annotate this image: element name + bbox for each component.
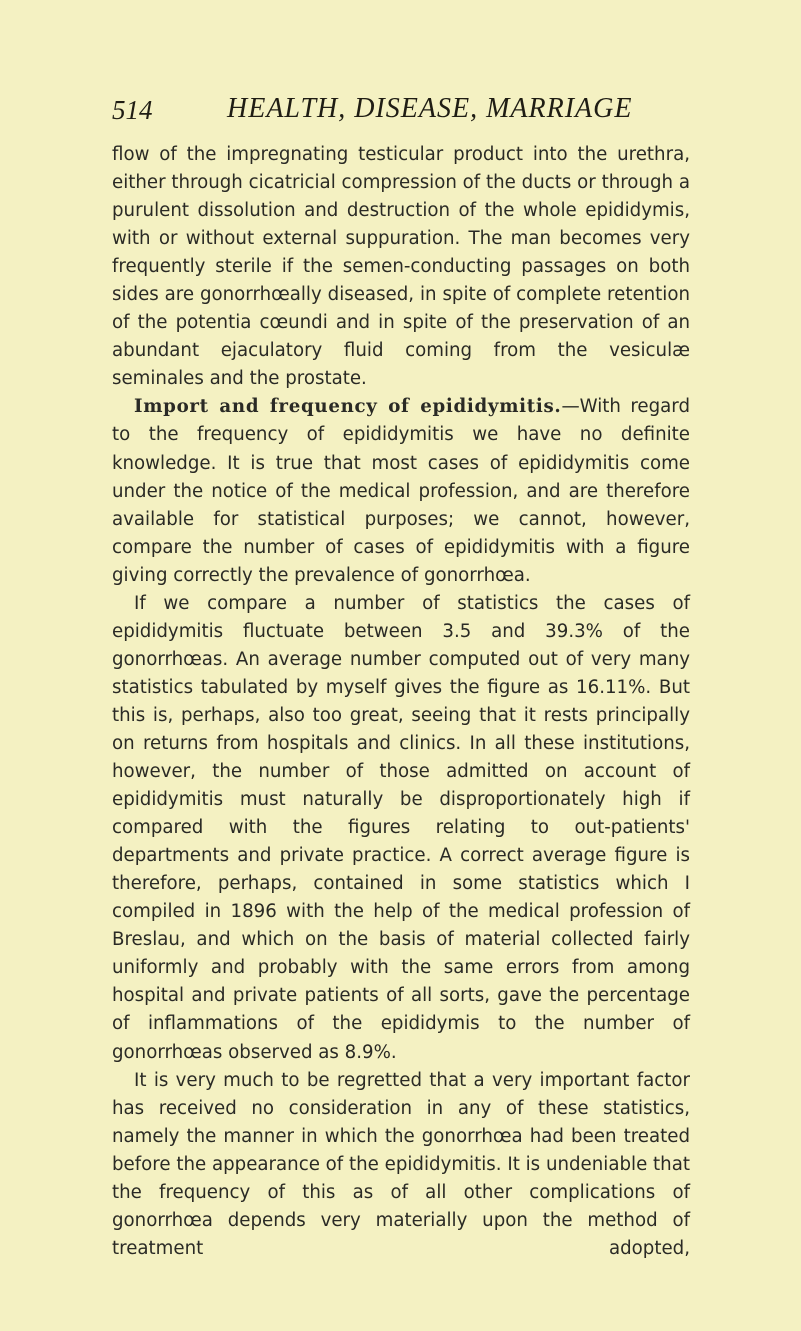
paragraph-treatment: It is very much to be regretted that a very important factor has received no consideration in any of these statistics, namely the manner in which the gonorrhœa had been treated before the appearance of the epididymitis. It is undeniable that the frequency of this as of all other complications of gonorrhœa depends very materially upon the method of treatment adopted, xyxy=(112,1069,690,1259)
paragraph-statistics: If we compare a number of statistics the cases of epididymitis fluctuate between 3.5 and 39.3% of the gonorrhœas. An average number computed out of very many statistics tabulated by myself gives the figure as 16.11%. But this is, perhaps, also too great, seeing that it rests principally on returns from hospitals and clinics. In all these institutions, however, the number of those admitted on account of epididymitis must naturally be disproportionately high if compared with the figures relating to out-patients' departments and private practice. A correct average figure is therefore, perhaps, contained in some statistics which I compiled in 1896 with the help of the medical profession of Breslau, and which on the basis of material collected fairly uniformly and probably with the same errors from among hospital and private patients of all sorts, gave the percentage of inflammations of the epididymis to the number of gonorrhœas observed as 8.9%. xyxy=(112,592,690,1063)
paragraph-text: —With regard to the frequency of epididymitis we have no definite knowledge. It is true that most cases of epididymitis come under the notice of the medical profession, and are therefore available for statistical purposes; we cannot, however, compare the number of cases of epididymitis with a figure giving correctly the prevalence of gonorrhœa. xyxy=(112,396,690,586)
paragraph-continued: flow of the impregnating testicular product into the urethra, either through cicatricial compression of the ducts or through a purulent dissolution and destruction of the whole epididymis, with or without external suppuration. The man becomes very frequently sterile if the semen-conducting passages on both sides are gonorrhœally diseased, in spite of complete retention of the potentia cœundi and in spite of the preservation of an abundant ejaculatory fluid coming from the vesiculæ seminales and the prostate. xyxy=(112,144,690,390)
page-number: 514 xyxy=(112,95,153,125)
body-text xyxy=(112,141,690,1263)
paragraph-epididymitis-frequency xyxy=(112,393,690,589)
running-head xyxy=(112,93,672,133)
section-heading: Import and frequency of epididymitis. xyxy=(134,396,562,418)
running-title: HEALTH, DISEASE, MARRIAGE xyxy=(227,93,633,124)
